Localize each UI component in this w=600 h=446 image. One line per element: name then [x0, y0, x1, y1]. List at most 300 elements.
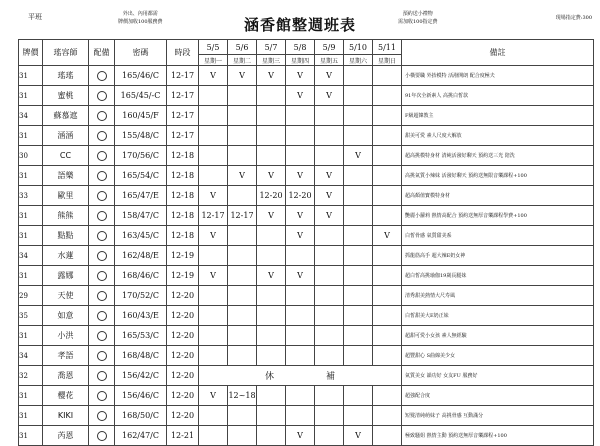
rest-cell: [199, 366, 402, 386]
therapist-name-cell: 芮恩: [43, 426, 89, 446]
day-cell: [199, 406, 228, 426]
equipment-cell: [89, 346, 115, 366]
day-cell: [228, 326, 257, 346]
day-cell: V: [199, 66, 228, 86]
equipment-cell: [89, 126, 115, 146]
day-cell: [199, 106, 228, 126]
day-cell: V: [315, 206, 344, 226]
day-cell: [228, 406, 257, 426]
date-header: 5/9: [315, 40, 344, 55]
day-cell: V: [315, 66, 344, 86]
day-cell: V: [373, 226, 402, 246]
day-cell: V: [257, 166, 286, 186]
weekday-header: 星期日: [373, 55, 402, 66]
table-row: [19, 186, 594, 206]
remark-cell: 清秀甜美熱情大尺寿風: [402, 286, 594, 306]
day-cell: [373, 426, 402, 446]
circle-icon: [97, 151, 107, 161]
day-cell: [373, 86, 402, 106]
table-row: [19, 346, 594, 366]
password-cell: 160/45/F: [115, 106, 167, 126]
circle-icon: [97, 311, 107, 321]
day-cell: [373, 266, 402, 286]
shift-cell: 12-17: [167, 66, 199, 86]
price-tier-cell: 31: [19, 166, 43, 186]
day-cell: [315, 266, 344, 286]
shift-cell: 12-21: [167, 426, 199, 446]
date-header-row: [19, 40, 594, 55]
day-cell: [373, 246, 402, 266]
therapist-name-cell: 如意: [43, 306, 89, 326]
shift-cell: 12-20: [167, 386, 199, 406]
therapist-name-cell: 熊熊: [43, 206, 89, 226]
day-cell: [344, 286, 373, 306]
circle-icon: [97, 231, 107, 241]
password-cell: 162/48/E: [115, 246, 167, 266]
date-header: 5/8: [286, 40, 315, 55]
day-cell: [373, 206, 402, 226]
day-cell: V: [199, 226, 228, 246]
reservation-note-line-1: 預約送小禮物: [402, 11, 433, 17]
day-cell: [257, 326, 286, 346]
page-title: 涵香館整週班表: [243, 16, 356, 34]
day-cell: [286, 306, 315, 326]
day-cell: [344, 106, 373, 126]
day-cell: [257, 346, 286, 366]
therapist-name-cell: 語樂: [43, 166, 89, 186]
password-cell: 163/45/C: [115, 226, 167, 246]
day-cell: V: [199, 266, 228, 286]
circle-icon: [97, 131, 107, 141]
day-cell: 12-20: [286, 186, 315, 206]
service-fee-note-line-1: 外出、內用都需: [122, 11, 158, 17]
date-header: 5/5: [199, 40, 228, 55]
therapist-name-cell: 天使: [43, 286, 89, 306]
therapist-name-cell: CC: [43, 146, 89, 166]
shift-cell: 12-18: [167, 186, 199, 206]
onsite-fee-label: 現場指定費:300: [555, 15, 592, 21]
equipment-cell: [89, 366, 115, 386]
remark-cell: 短髮清純萌妹子 高挑骨感 互動滿分: [402, 406, 594, 426]
day-cell: [199, 146, 228, 166]
equipment-cell: [89, 146, 115, 166]
day-cell: [286, 386, 315, 406]
day-cell: [373, 286, 402, 306]
day-cell: [199, 426, 228, 446]
password-cell: 168/48/C: [115, 346, 167, 366]
circle-icon: [97, 331, 107, 341]
day-cell: [257, 406, 286, 426]
day-cell: [228, 186, 257, 206]
equipment-cell: [89, 186, 115, 206]
day-cell: [199, 346, 228, 366]
day-cell: [199, 86, 228, 106]
day-cell: [373, 106, 402, 126]
day-cell: [344, 166, 373, 186]
service-fee-note-line-2: 牌價加收100服務費: [118, 19, 163, 25]
equipment-cell: [89, 326, 115, 346]
table-row: [19, 366, 594, 386]
day-cell: [199, 306, 228, 326]
table-row: [19, 426, 594, 446]
shift-cell: 12-20: [167, 286, 199, 306]
password-cell: 155/48/C: [115, 126, 167, 146]
day-cell: [257, 126, 286, 146]
price-tier-cell: 34: [19, 106, 43, 126]
day-cell: [344, 346, 373, 366]
table-row: [19, 286, 594, 306]
password-cell: 156/42/C: [115, 366, 167, 386]
day-cell: [199, 126, 228, 146]
remark-cell: 白皙骨感 氣質甜美系: [402, 226, 594, 246]
shift-cell: 12-19: [167, 246, 199, 266]
remark-cell: 高挑氣質小辣妹 活潑好聊天 預約送無限音樂課程+100: [402, 166, 594, 186]
circle-icon: [97, 191, 107, 201]
price-tier-cell: 33: [19, 186, 43, 206]
day-cell: [257, 106, 286, 126]
day-cell: [373, 146, 402, 166]
day-cell: [315, 386, 344, 406]
day-cell: [344, 246, 373, 266]
therapist-name-cell: 蜜桃: [43, 86, 89, 106]
day-cell: 12-17: [199, 206, 228, 226]
day-cell: [286, 406, 315, 426]
day-cell: [286, 146, 315, 166]
weekday-header: 星期五: [315, 55, 344, 66]
remark-cell: 超甜可愛小女孩 素人無經驗: [402, 326, 594, 346]
circle-icon: [97, 271, 107, 281]
price-tier-cell: 31: [19, 386, 43, 406]
price-tier-cell: 32: [19, 366, 43, 386]
shift-cell: 12-20: [167, 306, 199, 326]
col-header-no: 牌價: [19, 40, 43, 66]
table-row: [19, 106, 594, 126]
price-tier-cell: 31: [19, 406, 43, 426]
price-tier-cell: 29: [19, 286, 43, 306]
day-cell: [286, 126, 315, 146]
remark-cell: 氣質美女 韻功好 女友FU 服務好: [402, 366, 594, 386]
day-cell: [344, 226, 373, 246]
table-row: [19, 246, 594, 266]
shift-cell: 12-18: [167, 206, 199, 226]
equipment-cell: [89, 66, 115, 86]
day-cell: [228, 246, 257, 266]
shift-cell: 12-20: [167, 366, 199, 386]
day-cell: [315, 106, 344, 126]
day-cell: V: [199, 386, 228, 406]
day-cell: V: [257, 206, 286, 226]
remark-cell: 小橫要職 外抬模特 活潑開朗 配合度極夫: [402, 66, 594, 86]
day-cell: V: [286, 426, 315, 446]
shift-cell: 12-18: [167, 146, 199, 166]
price-tier-cell: 35: [19, 306, 43, 326]
day-cell: [344, 86, 373, 106]
col-header-remarks: 備註: [402, 40, 594, 66]
remark-cell: 艷麗小蘿莉 熱情高配合 預約送無厚音樂課程學費+100: [402, 206, 594, 226]
reservation-note-line-2: 需加收100指定費: [398, 19, 438, 25]
shift-cell: 12-20: [167, 406, 199, 426]
day-cell: [315, 426, 344, 446]
day-cell: [257, 86, 286, 106]
table-row: [19, 66, 594, 86]
password-cell: 165/53/C: [115, 326, 167, 346]
circle-icon: [97, 351, 107, 361]
equipment-cell: [89, 286, 115, 306]
weekday-header: 星期二: [228, 55, 257, 66]
shift-cell: 12-20: [167, 346, 199, 366]
price-tier-cell: 31: [19, 206, 43, 226]
table-row: [19, 206, 594, 226]
price-tier-cell: 31: [19, 266, 43, 286]
circle-icon: [97, 211, 107, 221]
equipment-cell: [89, 306, 115, 326]
password-cell: 158/47/C: [115, 206, 167, 226]
remark-cell: 甜美可愛 素人尺度大解放: [402, 126, 594, 146]
day-cell: [228, 286, 257, 306]
day-cell: [315, 246, 344, 266]
day-cell: [373, 126, 402, 146]
day-cell: [228, 306, 257, 326]
circle-icon: [97, 71, 107, 81]
therapist-name-cell: 瑤瑤: [43, 66, 89, 86]
password-cell: 165/45/-C: [115, 86, 167, 106]
circle-icon: [97, 251, 107, 261]
therapist-name-cell: 小洪: [43, 326, 89, 346]
price-tier-cell: 31: [19, 426, 43, 446]
circle-icon: [97, 291, 107, 301]
equipment-cell: [89, 386, 115, 406]
weekday-header: 星期三: [257, 55, 286, 66]
day-cell: [344, 126, 373, 146]
day-cell: [315, 346, 344, 366]
day-cell: [199, 166, 228, 186]
day-cell: [257, 386, 286, 406]
remark-cell: 超豐甜心 S曲線美少女: [402, 346, 594, 366]
day-cell: [199, 246, 228, 266]
circle-icon: [97, 371, 107, 381]
shift-cell: 12-17: [167, 86, 199, 106]
day-cell: [344, 206, 373, 226]
remark-cell: 白皙甜美大E奶正妹: [402, 306, 594, 326]
day-cell: [228, 226, 257, 246]
equipment-cell: [89, 226, 115, 246]
day-cell: [373, 306, 402, 326]
col-header-name: 瑤容師: [43, 40, 89, 66]
price-tier-cell: 31: [19, 326, 43, 346]
therapist-name-cell: 水蓮: [43, 246, 89, 266]
password-cell: 168/46/C: [115, 266, 167, 286]
date-header: 5/6: [228, 40, 257, 55]
price-tier-cell: 31: [19, 86, 43, 106]
day-cell: [257, 226, 286, 246]
schedule-table: [18, 39, 594, 446]
equipment-cell: [89, 166, 115, 186]
table-row: [19, 306, 594, 326]
date-header: 5/11: [373, 40, 402, 55]
day-cell: V: [286, 66, 315, 86]
day-cell: [228, 146, 257, 166]
circle-icon: [97, 431, 107, 441]
equipment-cell: [89, 406, 115, 426]
day-cell: [286, 106, 315, 126]
day-cell: [344, 266, 373, 286]
day-cell: [373, 386, 402, 406]
day-cell: [344, 326, 373, 346]
equipment-cell: [89, 266, 115, 286]
day-cell: V: [286, 206, 315, 226]
price-tier-cell: 31: [19, 226, 43, 246]
day-cell: [315, 406, 344, 426]
password-cell: 170/52/C: [115, 286, 167, 306]
shift-cell: 12-17: [167, 106, 199, 126]
remark-cell: 超強配合度: [402, 386, 594, 406]
schedule-rows: [19, 66, 594, 446]
day-cell: [286, 246, 315, 266]
equipment-cell: [89, 86, 115, 106]
day-cell: [315, 306, 344, 326]
day-cell: V: [286, 86, 315, 106]
table-row: [19, 166, 594, 186]
circle-icon: [97, 111, 107, 121]
day-cell: V: [344, 426, 373, 446]
day-cell: [286, 326, 315, 346]
therapist-name-cell: 點點: [43, 226, 89, 246]
day-cell: [228, 266, 257, 286]
day-cell: [373, 186, 402, 206]
day-cell: [228, 86, 257, 106]
remark-cell: 超高挑模特身材 清純活潑好聊天 預約送三光 陪洗: [402, 146, 594, 166]
day-cell: [373, 166, 402, 186]
branch-label: 平班: [28, 13, 42, 21]
therapist-name-cell: 喬恩: [43, 366, 89, 386]
password-cell: 165/46/C: [115, 66, 167, 86]
day-cell: V: [315, 186, 344, 206]
day-cell: [315, 326, 344, 346]
therapist-name-cell: KIKI: [43, 406, 89, 426]
day-cell: V: [286, 226, 315, 246]
day-cell: V: [286, 266, 315, 286]
price-tier-cell: 34: [19, 346, 43, 366]
table-row: [19, 406, 594, 426]
therapist-name-cell: 孝語: [43, 346, 89, 366]
day-cell: [228, 126, 257, 146]
circle-icon: [97, 411, 107, 421]
day-cell: [315, 126, 344, 146]
day-cell: [228, 346, 257, 366]
day-cell: [344, 406, 373, 426]
shift-cell: 12-19: [167, 266, 199, 286]
password-cell: 165/47/E: [115, 186, 167, 206]
day-cell: [344, 306, 373, 326]
shift-cell: 12-20: [167, 326, 199, 346]
day-cell: [199, 286, 228, 306]
table-row: [19, 86, 594, 106]
day-cell: [315, 146, 344, 166]
weekday-header: 星期四: [286, 55, 315, 66]
day-cell: V: [315, 166, 344, 186]
table-row: [19, 326, 594, 346]
day-cell: V: [199, 186, 228, 206]
weekday-header: 星期一: [199, 55, 228, 66]
day-cell: [199, 326, 228, 346]
password-cell: 168/50/C: [115, 406, 167, 426]
day-cell: V: [228, 66, 257, 86]
day-cell: [373, 326, 402, 346]
remark-cell: 極致騷姐 熱情主動 預約送無厚音樂課程+100: [402, 426, 594, 446]
day-cell: [315, 226, 344, 246]
remark-cell: 91年次全新素人 高挑白皙款: [402, 86, 594, 106]
col-header-shift: 時段: [167, 40, 199, 66]
weekday-header: 星期六: [344, 55, 373, 66]
therapist-name-cell: 露娜: [43, 266, 89, 286]
col-header-badge: 配備: [89, 40, 115, 66]
remark-cell: 超白皙高挑瑜伽19歲長腿妹: [402, 266, 594, 286]
remark-cell: 抓龍筋高手 超大辣E奶女神: [402, 246, 594, 266]
password-cell: 160/43/E: [115, 306, 167, 326]
day-cell: V: [228, 166, 257, 186]
date-header: 5/10: [344, 40, 373, 55]
equipment-cell: [89, 106, 115, 126]
circle-icon: [97, 171, 107, 181]
password-cell: 170/56/C: [115, 146, 167, 166]
day-cell: [228, 426, 257, 446]
circle-icon: [97, 91, 107, 101]
therapist-name-cell: 涵涵: [43, 126, 89, 146]
day-cell: [257, 146, 286, 166]
day-cell: V: [257, 266, 286, 286]
day-cell: [344, 186, 373, 206]
day-cell: [257, 306, 286, 326]
circle-icon: [97, 391, 107, 401]
reservation-note: [398, 10, 438, 26]
day-cell: [344, 66, 373, 86]
password-cell: 156/46/C: [115, 386, 167, 406]
password-cell: 162/47/C: [115, 426, 167, 446]
day-cell: [373, 346, 402, 366]
price-tier-cell: 30: [19, 146, 43, 166]
day-cell: V: [344, 146, 373, 166]
day-cell: V: [286, 166, 315, 186]
day-cell: [373, 406, 402, 426]
day-cell: [228, 106, 257, 126]
rest-label: 休: [264, 372, 274, 382]
col-header-code: 密碼: [115, 40, 167, 66]
day-cell: [257, 286, 286, 306]
therapist-name-cell: 蘇慕遮: [43, 106, 89, 126]
equipment-cell: [89, 206, 115, 226]
table-row: [19, 266, 594, 286]
table-row: [19, 386, 594, 406]
day-cell: [373, 66, 402, 86]
day-cell: 12-20: [257, 186, 286, 206]
price-tier-cell: 31: [19, 126, 43, 146]
day-cell: [286, 346, 315, 366]
remark-cell: 超高顏值寶模特身材: [402, 186, 594, 206]
day-cell: 12-17: [228, 206, 257, 226]
remark-cell: F級超韓教主: [402, 106, 594, 126]
day-cell: [344, 386, 373, 406]
rest-label: 補: [326, 372, 336, 382]
day-cell: [257, 426, 286, 446]
table-row: [19, 146, 594, 166]
equipment-cell: [89, 246, 115, 266]
therapist-name-cell: 歐里: [43, 186, 89, 206]
shift-cell: 12-17: [167, 126, 199, 146]
day-cell: [286, 286, 315, 306]
shift-cell: 12-18: [167, 226, 199, 246]
table-row: [19, 126, 594, 146]
therapist-name-cell: 櫻花: [43, 386, 89, 406]
